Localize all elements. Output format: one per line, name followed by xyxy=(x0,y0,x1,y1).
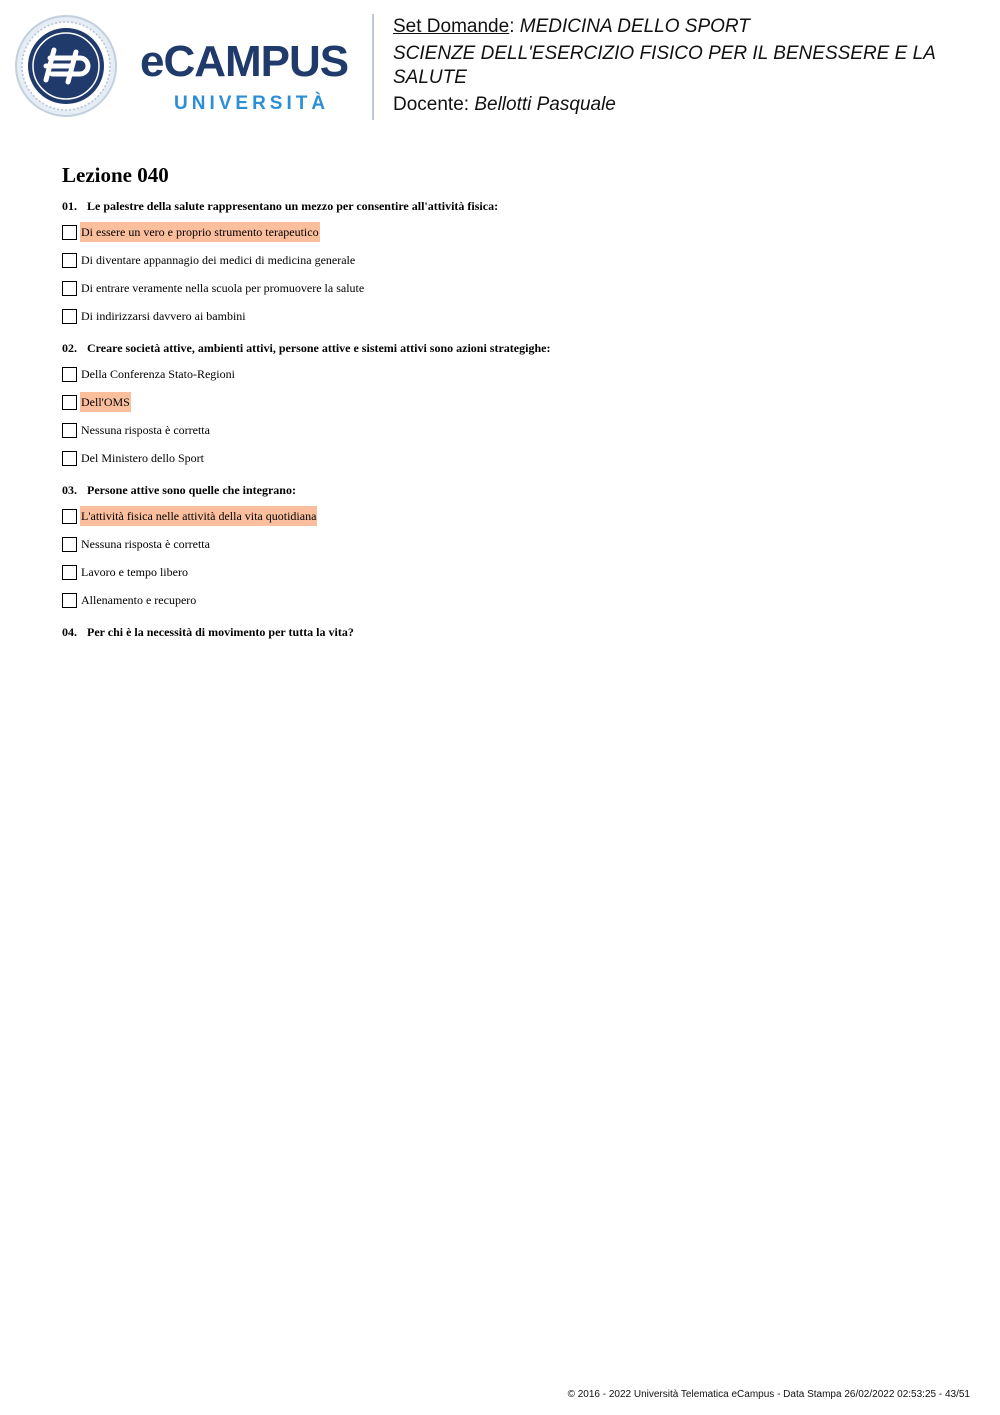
brand-name: eCAMPUS xyxy=(140,37,349,86)
answer-checkbox[interactable] xyxy=(62,395,77,410)
answer-option[interactable] xyxy=(62,364,962,384)
set-line xyxy=(393,15,973,39)
answer-option[interactable] xyxy=(62,420,962,440)
answer-option[interactable] xyxy=(62,534,962,554)
quiz-content xyxy=(62,162,962,654)
question-3 xyxy=(62,482,962,610)
answer-label: Nessuna risposta è corretta xyxy=(81,423,210,437)
question-prompt: Le palestre della salute rappresentano un mezzo per consentire all'attività fisica: xyxy=(87,199,499,213)
answer-option[interactable] xyxy=(62,392,962,412)
answer-checkbox[interactable] xyxy=(62,281,77,296)
answer-label-correct: Dell'OMS xyxy=(80,392,131,412)
answer-checkbox[interactable] xyxy=(62,225,77,240)
answer-label: Del Ministero dello Sport xyxy=(81,451,204,465)
question-prompt: Creare società attive, ambienti attivi, persone attive e sistemi attivi sono azioni strategighe: xyxy=(87,341,551,355)
question-text xyxy=(62,482,962,498)
question-1 xyxy=(62,198,962,326)
brand-subtitle: UNIVERSITÀ xyxy=(174,93,330,114)
answer-option[interactable] xyxy=(62,562,962,582)
header-divider xyxy=(372,14,374,120)
question-2 xyxy=(62,340,962,468)
question-number: 02. xyxy=(62,341,77,355)
answer-label: Di indirizzarsi davvero ai bambini xyxy=(81,309,246,323)
answer-label: Allenamento e recupero xyxy=(81,593,197,607)
docente-name: Bellotti Pasquale xyxy=(474,94,616,115)
answer-label: Nessuna risposta è corretta xyxy=(81,537,210,551)
answer-checkbox[interactable] xyxy=(62,451,77,466)
question-text xyxy=(62,340,962,356)
answer-option[interactable] xyxy=(62,506,962,526)
answer-checkbox[interactable] xyxy=(62,593,77,608)
answer-checkbox[interactable] xyxy=(62,423,77,438)
question-number: 01. xyxy=(62,199,77,213)
answer-label-correct: Di essere un vero e proprio strumento terapeutico xyxy=(80,222,320,242)
docente-label: Docente: xyxy=(393,94,470,115)
answer-option[interactable] xyxy=(62,590,962,610)
lesson-title: Lezione 040 xyxy=(62,163,169,187)
answer-option[interactable] xyxy=(62,250,962,270)
degree-name: SCIENZE DELL'ESERCIZIO FISICO PER IL BENESSERE E LA SALUTE xyxy=(393,43,936,88)
answer-label: Di entrare veramente nella scuola per promuovere la salute xyxy=(81,281,365,295)
ecampus-wordmark xyxy=(132,18,362,114)
answer-label: Di diventare appannagio dei medici di medicina generale xyxy=(81,253,356,267)
set-colon: : xyxy=(509,16,515,37)
header-info xyxy=(393,15,973,117)
answer-label-correct: L'attività fisica nelle attività della vita quotidiana xyxy=(80,506,317,526)
answer-checkbox[interactable] xyxy=(62,537,77,552)
ecampus-emblem-icon xyxy=(14,14,118,118)
question-list xyxy=(62,198,962,640)
docente-line xyxy=(393,93,973,117)
answer-checkbox[interactable] xyxy=(62,367,77,382)
set-label: Set Domande xyxy=(393,16,510,37)
question-number: 04. xyxy=(62,625,77,639)
answer-label: Lavoro e tempo libero xyxy=(81,565,188,579)
answer-checkbox[interactable] xyxy=(62,309,77,324)
question-text xyxy=(62,198,962,214)
ecampus-logo xyxy=(14,14,354,118)
question-text xyxy=(62,624,962,640)
page-footer: © 2016 - 2022 Università Telematica eCampus - Data Stampa 26/02/2022 02:53:25 - 43/51 xyxy=(567,1389,970,1400)
answer-checkbox[interactable] xyxy=(62,565,77,580)
answer-option[interactable] xyxy=(62,222,962,242)
question-prompt: Per chi è la necessità di movimento per tutta la vita? xyxy=(87,625,354,639)
answer-option[interactable] xyxy=(62,278,962,298)
question-4 xyxy=(62,624,962,640)
answer-checkbox[interactable] xyxy=(62,509,77,524)
question-number: 03. xyxy=(62,483,77,497)
answer-checkbox[interactable] xyxy=(62,253,77,268)
answer-option[interactable] xyxy=(62,306,962,326)
answer-label: Della Conferenza Stato-Regioni xyxy=(81,367,235,381)
question-prompt: Persone attive sono quelle che integrano: xyxy=(87,483,296,497)
answer-option[interactable] xyxy=(62,448,962,468)
course-name: MEDICINA DELLO SPORT xyxy=(519,16,750,37)
